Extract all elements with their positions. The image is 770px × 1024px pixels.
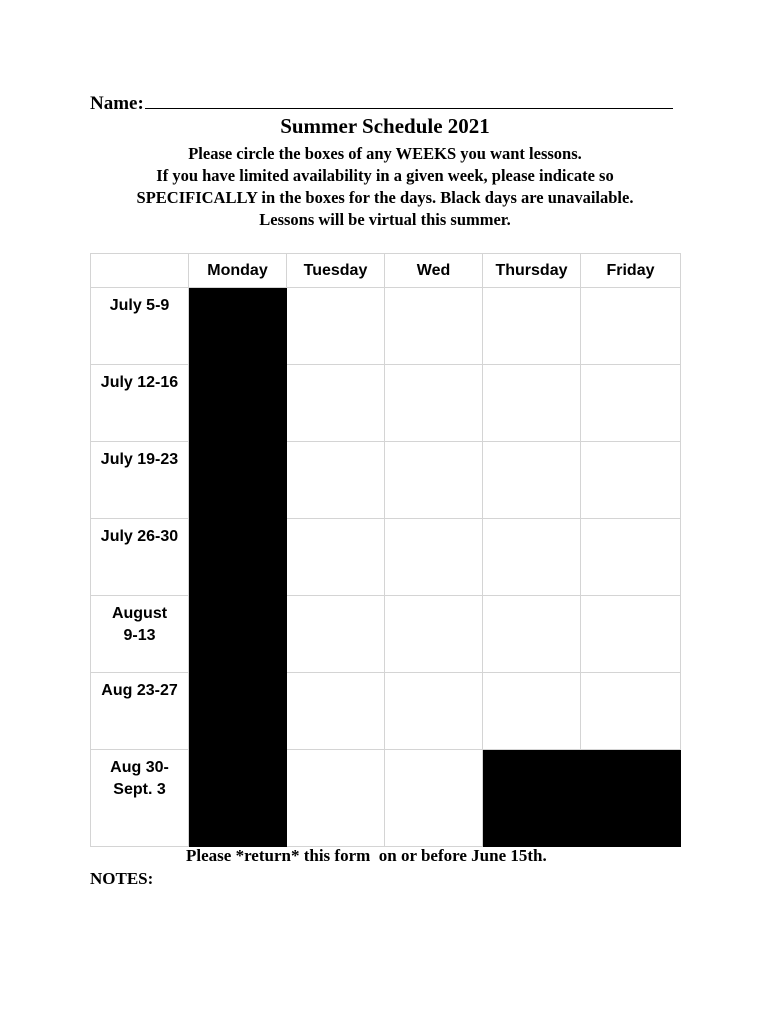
unavailable-day-cell <box>189 750 287 847</box>
unavailable-day-cell <box>189 673 287 750</box>
unavailable-day-cell <box>581 750 681 847</box>
week-label-line: July 19-23 <box>100 451 179 468</box>
available-day-cell[interactable] <box>581 365 681 442</box>
week-label-line: July 12-16 <box>100 374 179 391</box>
available-day-cell[interactable] <box>385 288 483 365</box>
week-label <box>91 596 189 673</box>
available-day-cell[interactable] <box>483 442 581 519</box>
instruction-line: Please circle the boxes of any WEEKS you want lessons. <box>188 144 582 163</box>
instruction-line: Lessons will be virtual this summer. <box>259 210 511 229</box>
week-label-line: Aug 30- <box>110 759 169 776</box>
week-row[interactable] <box>91 519 681 596</box>
unavailable-day-cell <box>189 442 287 519</box>
schedule-body <box>91 288 681 847</box>
day-header: Thursday <box>483 254 581 288</box>
week-label <box>91 519 189 596</box>
week-row[interactable] <box>91 750 681 847</box>
available-day-cell[interactable] <box>581 673 681 750</box>
week-row[interactable] <box>91 596 681 673</box>
week-label-line: 9-13 <box>123 627 156 644</box>
day-header: Monday <box>189 254 287 288</box>
unavailable-day-cell <box>189 519 287 596</box>
available-day-cell[interactable] <box>287 519 385 596</box>
week-row[interactable] <box>91 673 681 750</box>
available-day-cell[interactable] <box>385 596 483 673</box>
available-day-cell[interactable] <box>483 519 581 596</box>
week-label <box>91 288 189 365</box>
available-day-cell[interactable] <box>483 673 581 750</box>
available-day-cell[interactable] <box>287 288 385 365</box>
name-label: Name: <box>90 93 144 114</box>
week-label <box>91 750 189 847</box>
instruction-line: SPECIFICALLY in the boxes for the days. Black days are unavailable. <box>136 188 634 207</box>
available-day-cell[interactable] <box>581 442 681 519</box>
return-note: Please *return* this form on or before June 15th. <box>186 846 547 865</box>
day-header: Wed <box>385 254 483 288</box>
week-label <box>91 365 189 442</box>
available-day-cell[interactable] <box>385 750 483 847</box>
notes-label: NOTES: <box>90 869 154 888</box>
week-label-line: Sept. 3 <box>113 781 166 798</box>
available-day-cell[interactable] <box>287 365 385 442</box>
available-day-cell[interactable] <box>385 519 483 596</box>
unavailable-day-cell <box>189 288 287 365</box>
day-header: Friday <box>581 254 681 288</box>
form-title: Summer Schedule 2021 <box>280 114 490 138</box>
available-day-cell[interactable] <box>483 596 581 673</box>
instructions <box>0 143 770 231</box>
unavailable-day-cell <box>189 365 287 442</box>
week-label-line: July 26-30 <box>100 528 179 545</box>
week-label-line: Aug 23-27 <box>101 682 178 699</box>
day-header: Tuesday <box>287 254 385 288</box>
name-field[interactable] <box>90 91 673 115</box>
available-day-cell[interactable] <box>287 750 385 847</box>
available-day-cell[interactable] <box>287 442 385 519</box>
week-row[interactable] <box>91 365 681 442</box>
instruction-line: If you have limited availability in a given week, please indicate so <box>156 166 614 185</box>
available-day-cell[interactable] <box>385 365 483 442</box>
available-day-cell[interactable] <box>287 596 385 673</box>
header-row <box>91 254 681 288</box>
name-blank-line[interactable] <box>145 91 673 109</box>
available-day-cell[interactable] <box>581 288 681 365</box>
week-label <box>91 442 189 519</box>
available-day-cell[interactable] <box>287 673 385 750</box>
week-row[interactable] <box>91 288 681 365</box>
unavailable-day-cell <box>483 750 581 847</box>
schedule-table <box>90 253 681 847</box>
week-label-line: August <box>111 605 168 622</box>
available-day-cell[interactable] <box>385 442 483 519</box>
week-label-line: July 5-9 <box>109 297 170 314</box>
available-day-cell[interactable] <box>385 673 483 750</box>
week-row[interactable] <box>91 442 681 519</box>
available-day-cell[interactable] <box>581 596 681 673</box>
week-label <box>91 673 189 750</box>
available-day-cell[interactable] <box>483 365 581 442</box>
corner-cell <box>91 254 189 288</box>
available-day-cell[interactable] <box>483 288 581 365</box>
unavailable-day-cell <box>189 596 287 673</box>
available-day-cell[interactable] <box>581 519 681 596</box>
